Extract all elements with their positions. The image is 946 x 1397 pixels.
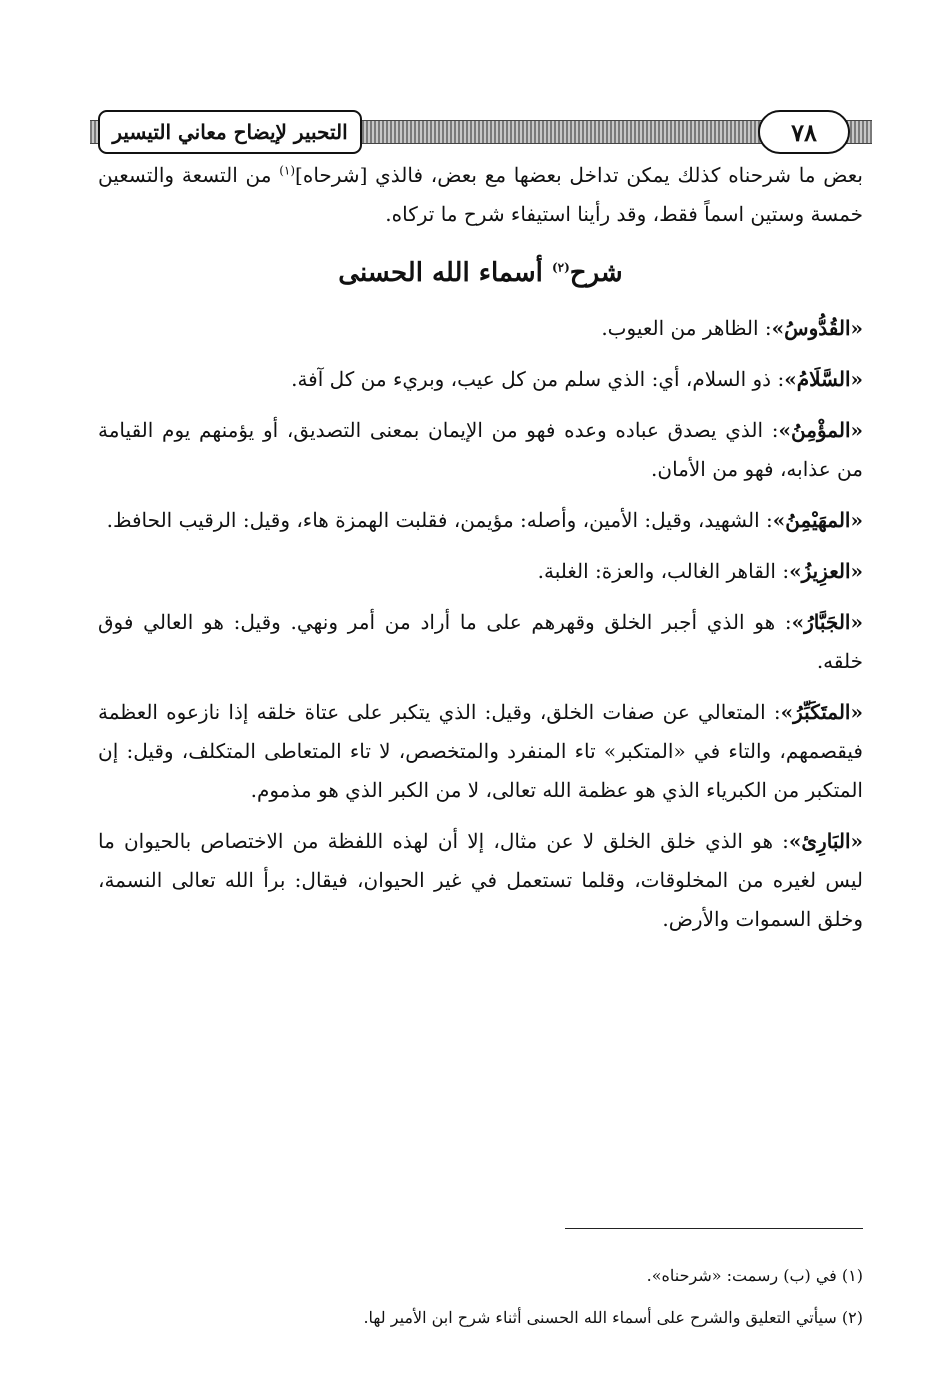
entry-al-aziz	[98, 552, 863, 591]
entry-al-mumin	[98, 411, 863, 489]
intro-text: بعض ما شرحناه كذلك يمكن تداخل بعضها مع بعض، فالذي [شرحاه]	[295, 163, 863, 187]
footnote-divider	[565, 1228, 863, 1229]
footnote-ref-1: (١)	[279, 163, 296, 178]
entry-term: «القُدُّوسُ»	[771, 315, 863, 340]
footnotes	[300, 1264, 863, 1348]
entry-term: «البَارِئ»	[788, 828, 863, 853]
running-header	[90, 110, 872, 154]
entry-text: : الظاهر من العيوب.	[601, 315, 772, 340]
entry-as-salam	[98, 360, 863, 399]
book-title: التحبير لإيضاح معاني التيسير	[98, 110, 362, 154]
entry-al-jabbar	[98, 603, 863, 681]
entry-term: «السَّلَامُ»	[784, 366, 863, 391]
entry-text: : القاهر الغالب، والعزة: الغلبة.	[537, 558, 790, 583]
page-number: ٧٨	[758, 110, 850, 154]
entry-text: : ذو السلام، أي: الذي سلم من كل عيب، وبريء من كل آفة.	[291, 366, 785, 391]
entry-text: : هو الذي أجبر الخلق وقهرهم على ما أراد من أمر ونهي. وقيل: هو العالي فوق خلقه.	[98, 609, 863, 673]
intro-text-end: من التسعة والتسعين خمسة وستين اسماً فقط، وقد رأينا استيفاء شرح ما تركاه.	[98, 163, 863, 226]
entry-text: : الذي يصدق عباده وعده فهو من الإيمان بمعنى التصديق، أو يؤمنهم يوم القيامة من عذابه، فهو من الأمان.	[98, 417, 863, 481]
footnote-1: (١) في (ب) رسمت: «شرحناه».	[646, 1266, 863, 1285]
entry-term: «الجَبَّارُ»	[791, 609, 863, 634]
entry-term: «المهَيْمِنُ»	[772, 507, 863, 532]
page-body	[98, 156, 863, 951]
entry-al-bari	[98, 822, 863, 939]
entry-term: «المتَكَبِّرُ»	[780, 699, 863, 724]
entry-text: : الشهيد، وقيل: الأمين، وأصله: مؤيمن، فقلبت الهمزة هاء، وقيل: الرقيب الحافظ.	[106, 507, 773, 532]
entry-al-quddus	[98, 309, 863, 348]
footnote-ref-2: (٢)	[551, 260, 570, 275]
section-title	[98, 248, 863, 299]
entry-text: : هو الذي خلق الخلق لا عن مثال، إلا أن لهذه اللفظة من الاختصاص بالحيوان ما ليس لغيره من المخلوقات، وقلما تستعمل في غير الحيوان، فيقال: برأ الله تعالى النسمة، وخلق السموات والأرض.	[98, 828, 863, 931]
entry-al-muhaymin	[98, 501, 863, 540]
entry-term: «المؤْمِنُ»	[778, 417, 863, 442]
entry-term: «العزِيزُ»	[789, 558, 863, 583]
intro-paragraph	[98, 156, 863, 234]
entry-al-mutakabbir	[98, 693, 863, 810]
section-title-part-a: شرح	[569, 258, 623, 288]
footnote-2: (٢) سيأتي التعليق والشرح على أسماء الله الحسنى أثناء شرح ابن الأمير لها.	[363, 1308, 863, 1327]
entry-text: : المتعالي عن صفات الخلق، وقيل: الذي يتكبر على عتاة خلقه إذا نازعوه العظمة فيقصمهم، والتاء في «المتكبر» تاء المنفرد والمتخصص، لا تاء المتعاطى المتكلف، وقيل: إن المتكبر من الكبرياء الذي هو عظمة الله تعالى، لا من الكبر الذي هو مذموم.	[98, 699, 863, 802]
section-title-part-b: أسماء الله الحسنى	[338, 258, 552, 288]
